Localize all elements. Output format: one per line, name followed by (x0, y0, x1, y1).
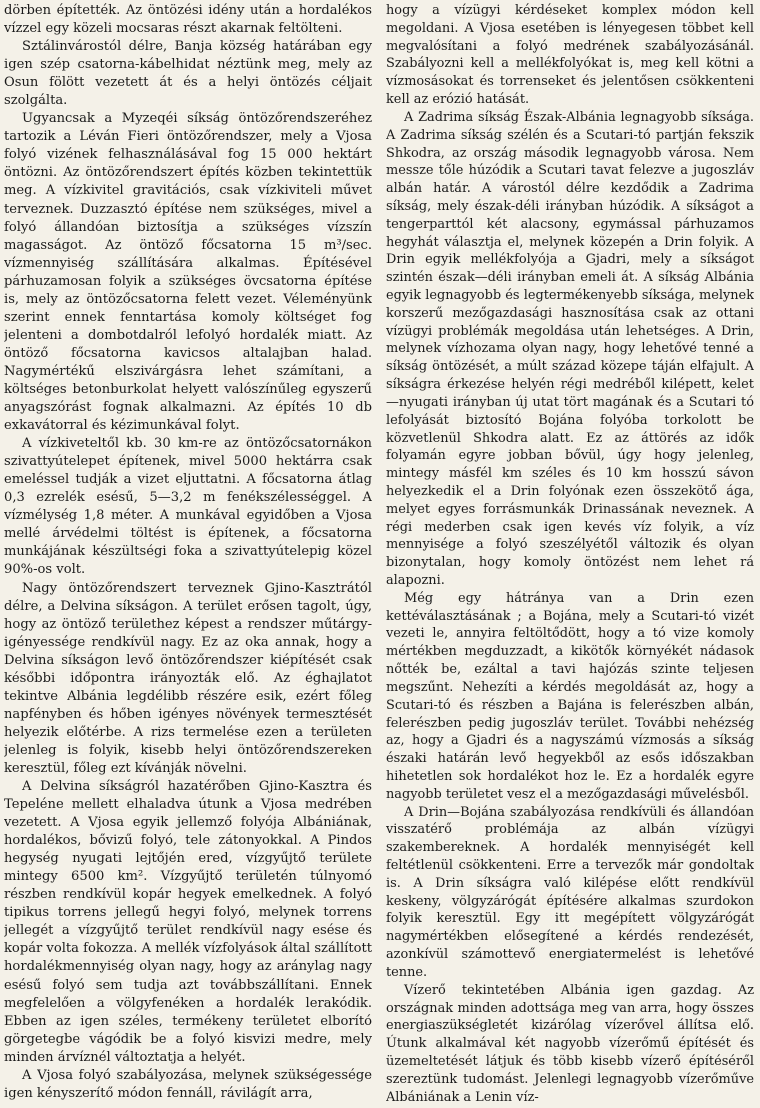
paragraph: A Vjosa folyó szabályozása, melynek szükségessége igen kényszerítő módon fennáll, rávilágít arra, (4, 1067, 372, 1101)
paragraph: A Drin—Bojána szabályozása rendkívüli és állandóan visszatérő problémája az albán vízügyi szakembereknek. A hordalék mennyiségét kell feltétlenül csökkenteni. Erre a tervezők már gondoltak is. A Drin síkságra való kilépése előtt rendkívül keskeny, völgyzárógát építésére alkalmas szurdokon folyik keresztül. Egy itt megépített völgyzárógát nagymértékben elősegítené a kérdés rendezését, azonkívül számottevő energiatermelést is lehetővé tenne. (386, 804, 754, 980)
paragraph: A Zadrima síkság Észak-Albánia legnagyobb síksága. A Zadrima síkság szélén és a Scutari-tó partján fekszik Shkodra, az ország második legnagyobb városa. Nem messze tőle húzódik a Scutari tavat felezve a jugoszláv albán határ. A várostól délre kezdődik a Zadrima síkság, mely észak-déli irányban húzódik. A síkságot a tengerparttól két alacsony, egymással párhuzamos hegyhát választja el, melynek közepén a Drin folyik. A Drin egyik mellékfolyója a Gjadri, mely a síkságot szintén észak—déli irányban emeli át. A síkság Albánia egyik legnagyobb és legtermékenyebb síksága, melynek korszerű mezőgazdasági hasznosítása csak az ottani vízügyi problémák megoldása után lehetséges. A Drin, melynek vízhozama olyan nagy, hogy lehetővé tenné a síkság öntözését, a múlt század közepe táján elfajult. A síkságra érkezése helyén régi medréből kilépett, kelet—nyugati irányban új utat tört magának és a Scutari tó lefolyását biztosító Bojána folyóba torkolott be közvetlenül Shkodra alatt. Ez az áttörés az idők folyamán egyre jobban bővül, úgy hogy jelenleg, mintegy másfél km széles és 10 km hosszú sávon helyezkedik el a Drin folyónak ezen összekötő ága, melyet egyes forrásmunkák Drinassának neveznek. A régi mederben csak igen kevés víz folyik, a víz mennyisége a folyó szeszélyétől változik és olyan bizonytalan, hogy komoly öntözést nem lehet rá alapozni. (386, 109, 754, 588)
paragraph: Sztálinvárostól délre, Banja község határában egy igen szép csatorna-kábelhidat néztünk meg, mely az Osun fölött vezetett át és a helyi öntözés céljait szolgálta. (4, 39, 372, 109)
paragraph: A vízkiveteltől kb. 30 km-re az öntözőcsatornákon szivattyútelepet építenek, mivel 5000 hektárra csak emeléssel tudják a vizet eljuttatni. A főcsatorna átlag 0,3 ezrelék esésű, 5—3,2 m fenékszélességgel. A vízmélység 1,8 méter. A munkával egyidőben a Vjosa mellé árvédelmi töltést is építenek, a főcsatorna munkájának készültségi foka a szivattyútelepig közel 90%-os volt. (4, 436, 372, 578)
paragraph: A Delvina síkságról hazatérőben Gjino-Kasztra és Tepeléne mellett elhaladva útunk a Vjosa medrében vezetett. A Vjosa egyik jellemző folyója Albániának, hordalékos, bővizű folyó, tele zátonyokkal. A Pindos hegység nyugati lejtőjén ered, vízgyűjtő területe mintegy 6500 km². Vízgyűjtő területén túlnyomó részben rendkívül kopár hegyek emelkednek. A folyó tipikus torrens jellegű hegyi folyó, melynek torrens jellegét a vízgyűjtő terület rendkívül nagy esése és kopár volta fokozza. A mellék vízfolyások által szállított hordalékmennyiség olyan nagy, hogy az aránylag nagy esésű folyó sem tudja azt továbbszállítani. Ennek megfelelően a völgyfenéken a hordalék lerakódik. Ebben az igen széles, termékeny területet elborító görgetegbe vágódik be a folyó kisvizi medre, mely minden árvíznél változtatja a helyét. (4, 779, 372, 1065)
paragraph: hogy a vízügyi kérdéseket komplex módon kell megoldani. A Vjosa esetében is lényegesen többet kell megvalósítani a folyó medrének szabályozásánál. Szabályozni kell a mellékfolyókat is, meg kell kötni a vízmosásokat és torrenseket és jelentősen csökkenteni kell az erózió hatását. (386, 3, 754, 108)
paragraph: Még egy hátránya van a Drin ezen kettéválasztásának ; a Bojána, mely a Scutari-tó vizét vezeti le, annyira feltöltődött, hogy a tó vize komoly mértékben megduzzadt, a kikötők környékét nádasok nőtték be, ezáltal a tavi hajózás szinte teljesen megszűnt. Nehezíti a kérdés megoldását az, hogy a Scutari-tó és részben a Bajána is felerészben albán, felerészben pedig jugoszláv terület. További nehézség az, hogy a Gjadri és a nagyszámú vízmosás a síkság északi határán levő hegyekből az esős időszakban hihetetlen sok hordalékot hoz le. Ez a hordalék egyre nagyobb területet vesz el a mezőgazdasági művelésből. (386, 590, 754, 802)
paragraph: Nagy öntözőrendszert terveznek Gjino-Kasztrától délre, a Delvina síkságon. A terület erősen tagolt, úgy, hogy az öntöző területhez képest a rendszer műtárgy-igényessége rendkívül nagy. Ez az oka annak, hogy a Delvina síkságon levő öntözőrendszer kiépítését csak későbbi időpontra irányozták elő. Az éghajlatot tekintve Albánia legdélibb részére esik, ezért főleg napfényben és hőben igényes növények termesztését helyezik előtérbe. A rizs termelése ezen a területen jelenleg is folyik, kisebb helyi öntözőrendszereken keresztül, főleg ezt kívánják növelni. (4, 580, 372, 776)
paragraph: dörben építették. Az öntözési idény után a hordalékos vízzel egy közeli mocsaras részt akarnak feltölteni. (4, 3, 372, 37)
right-column (386, 2, 754, 1108)
paragraph: Ugyancsak a Myzeqéi síkság öntözőrendszeréhez tartozik a Léván Fieri öntözőrendszer, mely a Vjosa folyó vizének felhasználásával fog 15 000 hektárt öntözni. Az öntözőrendszert építés közben tekintettük meg. A vízkivitel gravitációs, csak vízkiviteli művet terveznek. Duzzasztó építése nem szükséges, mivel a folyó állandóan biztosítja a szükséges vízszín magasságot. Az öntöző főcsatorna 15 m³/sec. vízmennyiség szállítására alkalmas. Építésével párhuzamosan folyik a szükséges övcsatorna építése is, mely az öntözőcsatorna felett vezet. Véleményünk szerint ennek fenntartása komoly költséget fog jelenteni a dombotdalról lefolyó hordalék miatt. Az öntöző főcsatorna kavicsos altalajban halad. Nagymértékű elszivárgásra lehet számítani, a költséges betonburkolat helyett valószínűleg egyszerű anyagszórást fognak alkalmazni. Az építés 10 db exkavátorral és kézimunkával folyt. (4, 111, 372, 434)
paragraph: Vízerő tekintetében Albánia igen gazdag. Az országnak minden adottsága meg van arra, hogy összes energiaszükségletét kizárólag vízerővel állítsa elő. Útunk alkalmával két nagyobb vízerőmű építését és üzemeltetését látjuk és több kisebb vízerő építéséről szereztünk tudomást. Jelenlegi legnagyobb vízerőműve Albániának a Lenin víz- (386, 982, 754, 1105)
left-column (4, 2, 372, 1108)
